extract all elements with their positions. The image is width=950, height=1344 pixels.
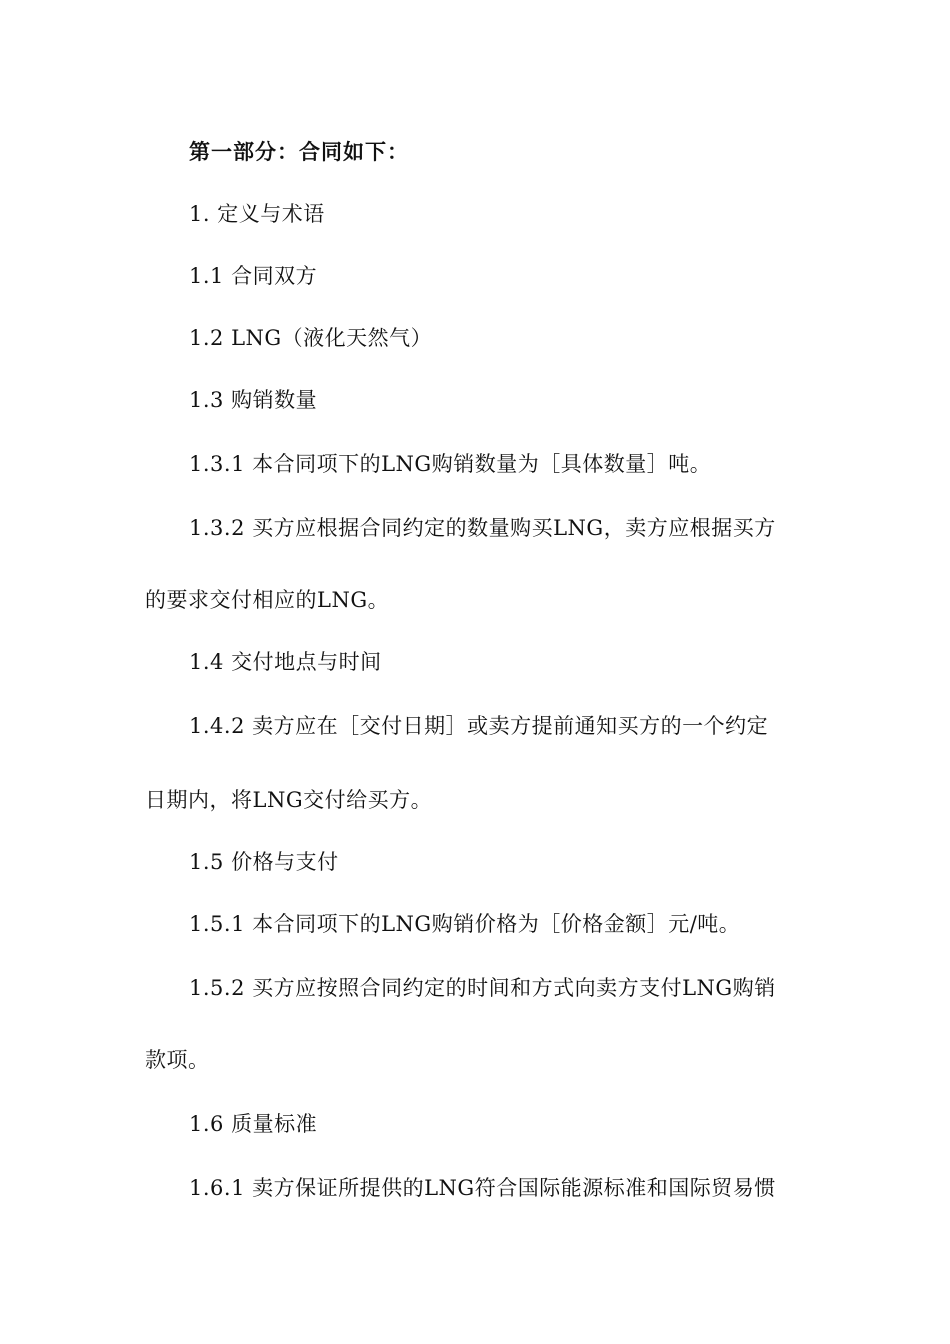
clause-1-5-1: 1.5.1 本合同项下的LNG购销价格为［价格金额］元/吨。 xyxy=(189,912,741,936)
clause-1-3-2: 1.3.2 买方应根据合同约定的数量购买LNG，卖方应根据买方 xyxy=(189,516,776,540)
section-heading: 第一部分：合同如下： xyxy=(189,140,409,164)
clause-1-3: 1.3 购销数量 xyxy=(189,388,318,412)
clause-1-1: 1.1 合同双方 xyxy=(189,264,318,288)
clause-1-4-2-continued: 日期内，将LNG交付给买方。 xyxy=(145,788,433,812)
clause-1-5: 1.5 价格与支付 xyxy=(189,850,339,874)
clause-1-6-1: 1.6.1 卖方保证所提供的LNG符合国际能源标准和国际贸易惯 xyxy=(189,1176,776,1200)
clause-1-4: 1.4 交付地点与时间 xyxy=(189,650,382,674)
clause-1-3-1: 1.3.1 本合同项下的LNG购销数量为［具体数量］吨。 xyxy=(189,452,712,476)
clause-1-4-2: 1.4.2 卖方应在［交付日期］或卖方提前通知买方的一个约定 xyxy=(189,714,769,738)
clause-1-2: 1.2 LNG（液化天然气） xyxy=(189,326,433,350)
clause-1-3-2-continued: 的要求交付相应的LNG。 xyxy=(145,588,390,612)
clause-1-5-2-continued: 款项。 xyxy=(145,1048,210,1072)
clause-1-6: 1.6 质量标准 xyxy=(189,1112,318,1136)
clause-1-title: 1. 定义与术语 xyxy=(189,202,325,226)
clause-1-5-2: 1.5.2 买方应按照合同约定的时间和方式向卖方支付LNG购销 xyxy=(189,976,776,1000)
